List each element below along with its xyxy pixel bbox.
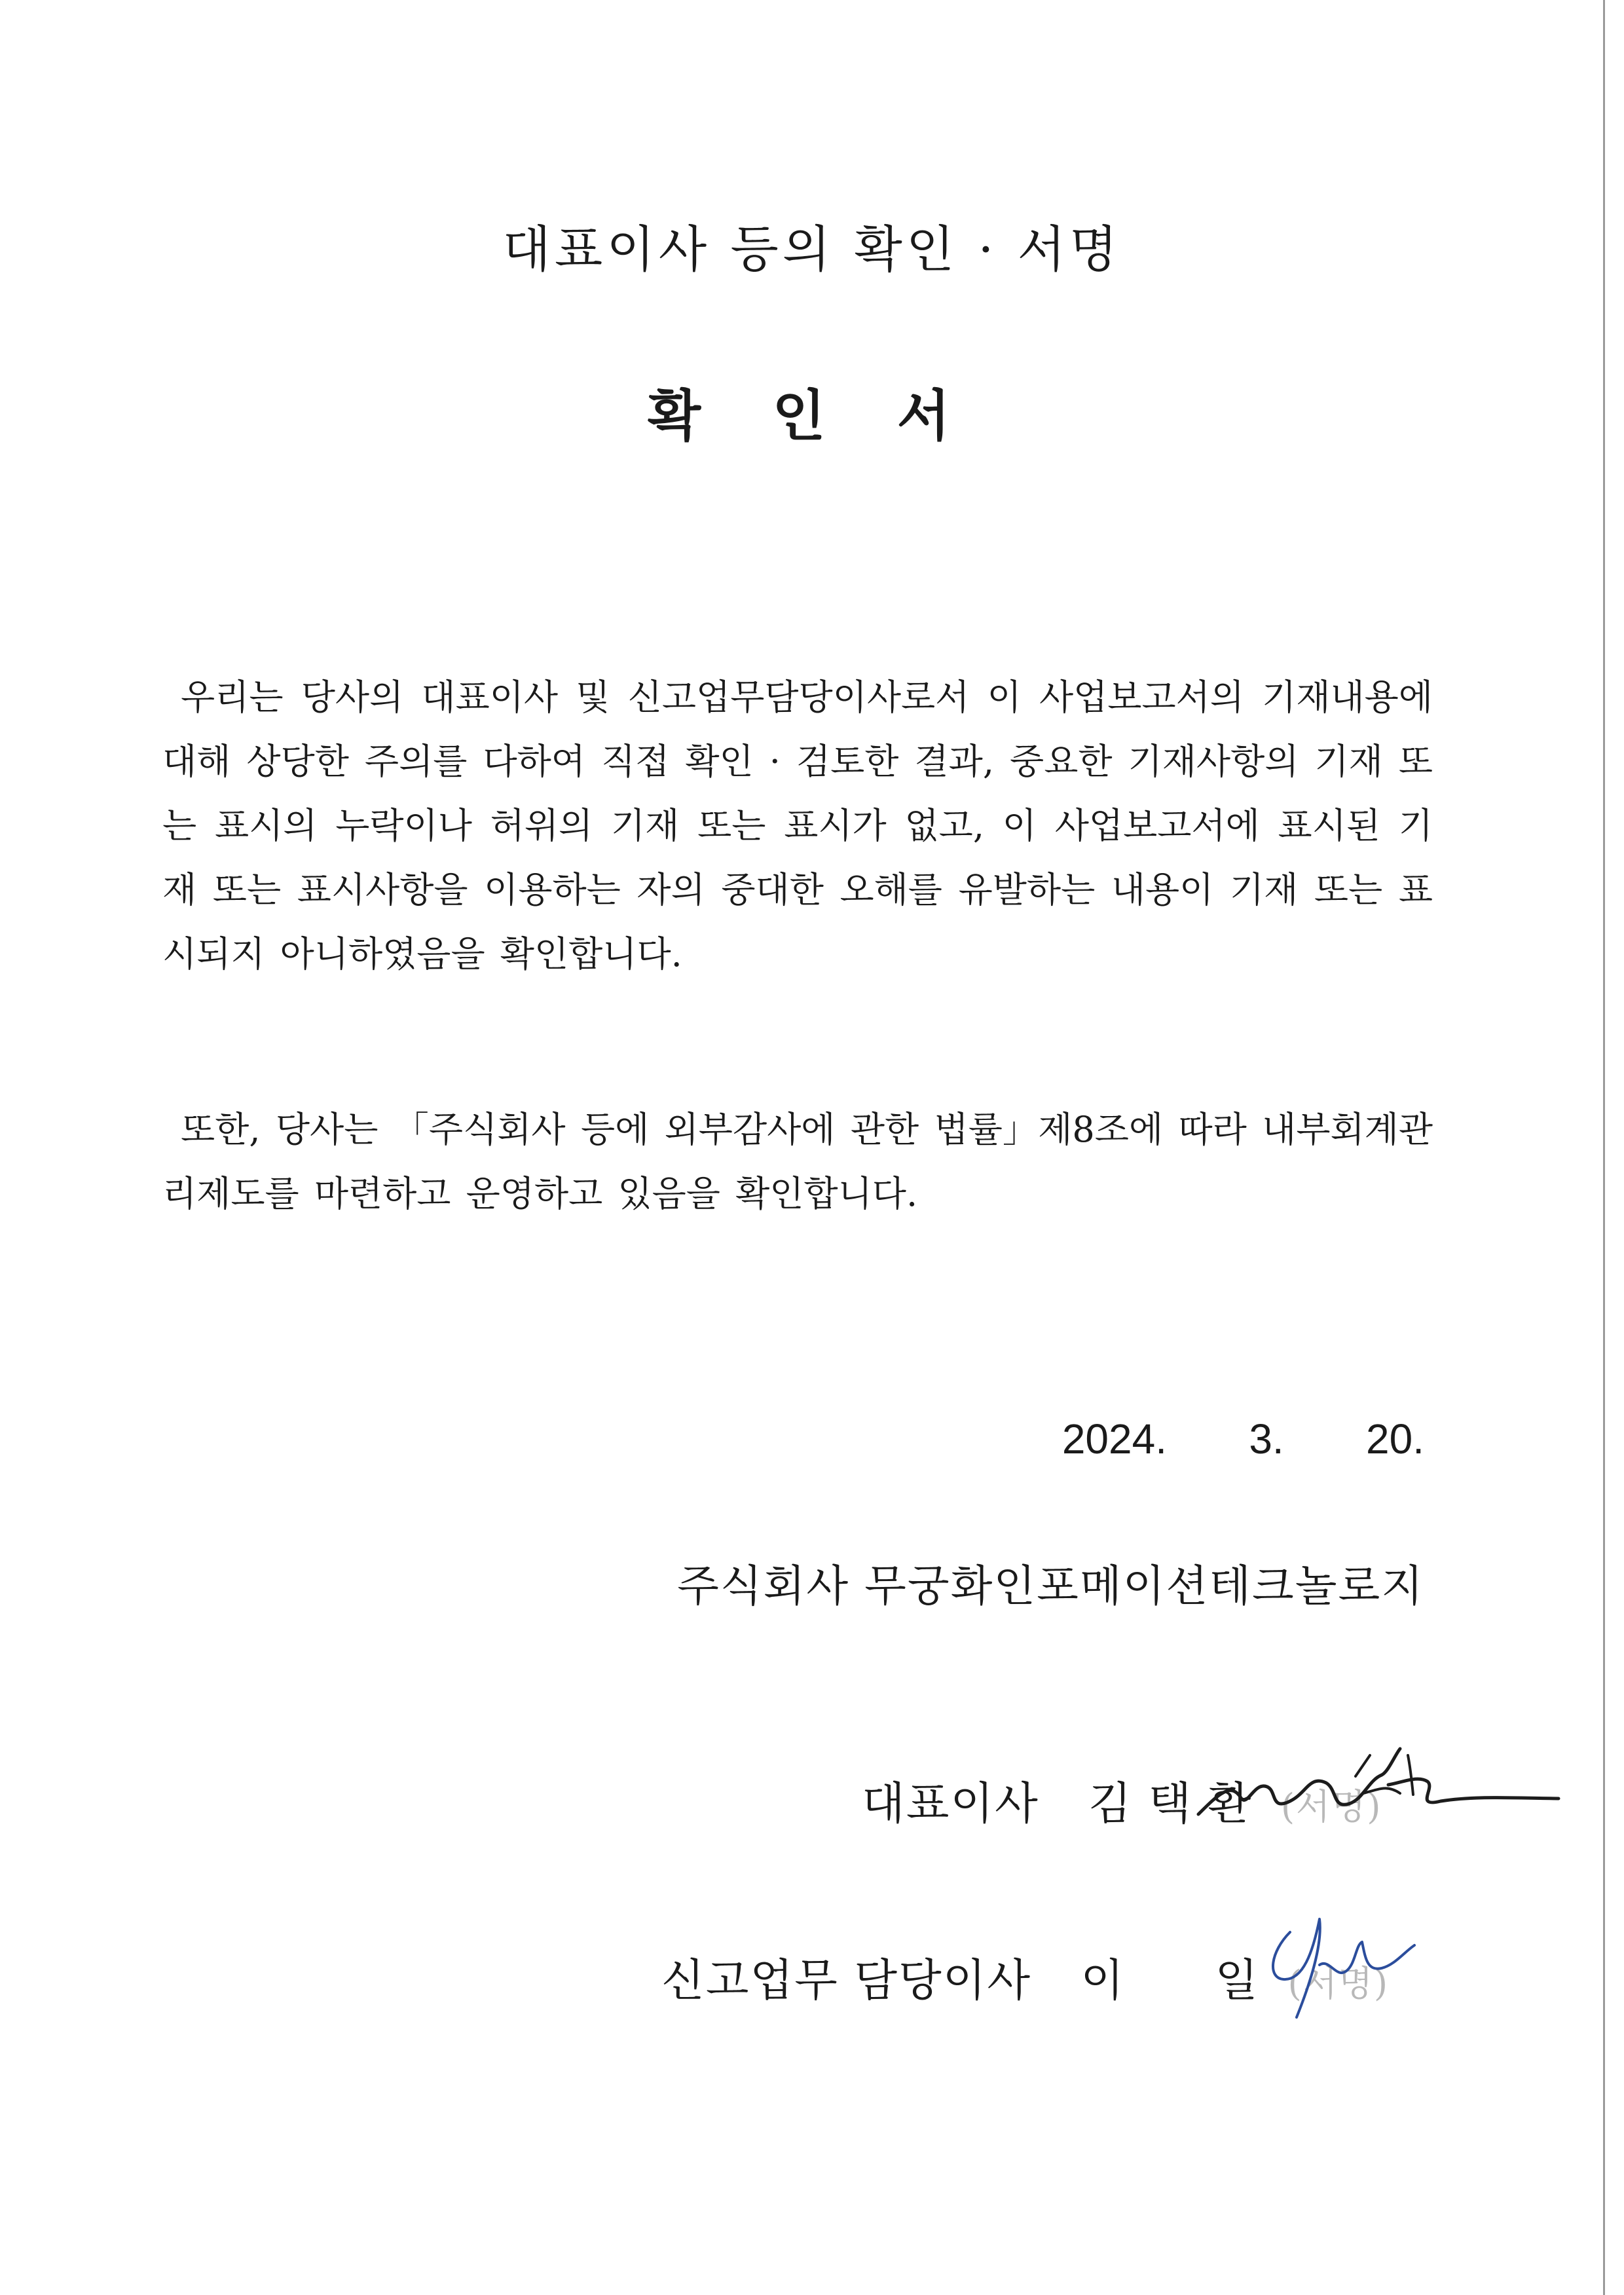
officer-surname: 이	[1080, 1955, 1126, 2007]
ceo-seal-placeholder: (서명)	[1280, 1786, 1382, 1827]
page-title: 대표이사 등의 확인 · 서명	[502, 220, 1122, 278]
internal-control-paragraph-text: 또한, 당사는 「주식회사 등에 외부감사에 관한 법률」제8조에 따라 내부회계관리제도를 마련하고 운영하고 있음을 확인합니다.	[162, 1109, 1433, 1214]
document-date: 2024. 3. 20.	[1061, 1415, 1424, 1463]
ceo-handwritten-signature	[1192, 1736, 1585, 1840]
officer-role: 신고업무 담당이사	[661, 1955, 1032, 2007]
page-edge-line	[1603, 0, 1605, 2295]
ceo-name: 김 택 환	[1088, 1778, 1253, 1830]
confirmation-paragraph-text: 우리는 당사의 대표이사 및 신고업무담당이사로서 이 사업보고서의 기재내용에 대해 상당한 주의를 다하여 직접 확인 · 검토한 결과, 중요한 기재사항의 기재 또는 표시의 누락이나 허위의 기재 또는 표시가 없고, 이 사업보고서에 표시된 기재 또는 표시사항을 이용하는 자의 중대한 오해를 유발하는 내용이 기재 또는 표시되지 아니하였음을 확인합니다.	[162, 677, 1433, 975]
document-subtitle: 확 인 서	[648, 383, 976, 448]
officer-given-name: 일	[1215, 1955, 1260, 2007]
officer-seal-placeholder: (서명)	[1287, 1963, 1390, 2004]
internal-control-paragraph	[162, 1098, 1433, 1226]
company-name: 주식회사 무궁화인포메이션테크놀로지	[677, 1561, 1424, 1611]
ceo-role: 대표이사	[862, 1778, 1039, 1830]
confirmation-paragraph	[162, 665, 1433, 986]
officer-handwritten-signature	[1257, 1906, 1428, 2030]
